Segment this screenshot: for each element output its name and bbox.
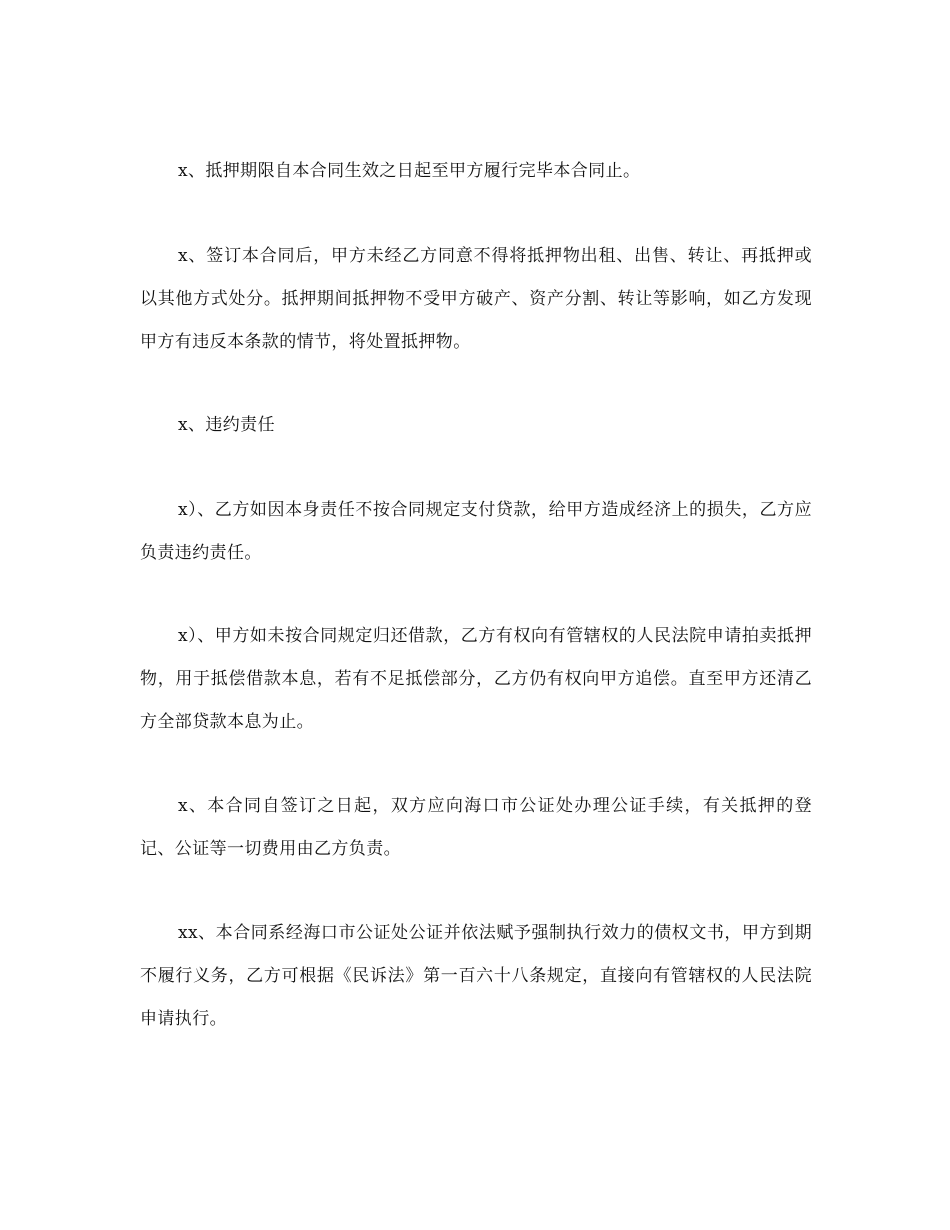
clause-party-b-breach: x）、乙方如因本身责任不按合同规定支付贷款，给甲方造成经济上的损失，乙方应负责违约责任。 [140, 500, 812, 563]
clause-notarization: x、本合同自签订之日起，双方应向海口市公证处办理公证手续，有关抵押的登记、公证等一切费用由乙方负责。 [140, 796, 812, 859]
clause-enforcement: xx、本合同系经海口市公证处公证并依法赋予强制执行效力的债权文书，甲方到期不履行义务，乙方可根据《民诉法》第一百六十八条规定，直接向有管辖权的人民法院申请执行。 [140, 923, 812, 1029]
clause-breach-heading: x、违约责任 [178, 415, 275, 435]
clause-mortgage-term: x、抵押期限自本合同生效之日起至甲方履行完毕本合同止。 [178, 161, 641, 181]
clause-disposal-restriction: x、签订本合同后，甲方未经乙方同意不得将抵押物出租、出售、转让、再抵押或以其他方式处分。抵押期间抵押物不受甲方破产、资产分割、转让等影响，如乙方发现甲方有违反本条款的情节，将处置抵押物。 [140, 246, 812, 352]
document-body [140, 150, 812, 1085]
clause-party-a-breach: x）、甲方如未按合同规定归还借款，乙方有权向有管辖权的人民法院申请拍卖抵押物，用于抵偿借款本息，若有不足抵偿部分，乙方仍有权向甲方追偿。直至甲方还清乙方全部贷款本息为止。 [140, 626, 812, 732]
